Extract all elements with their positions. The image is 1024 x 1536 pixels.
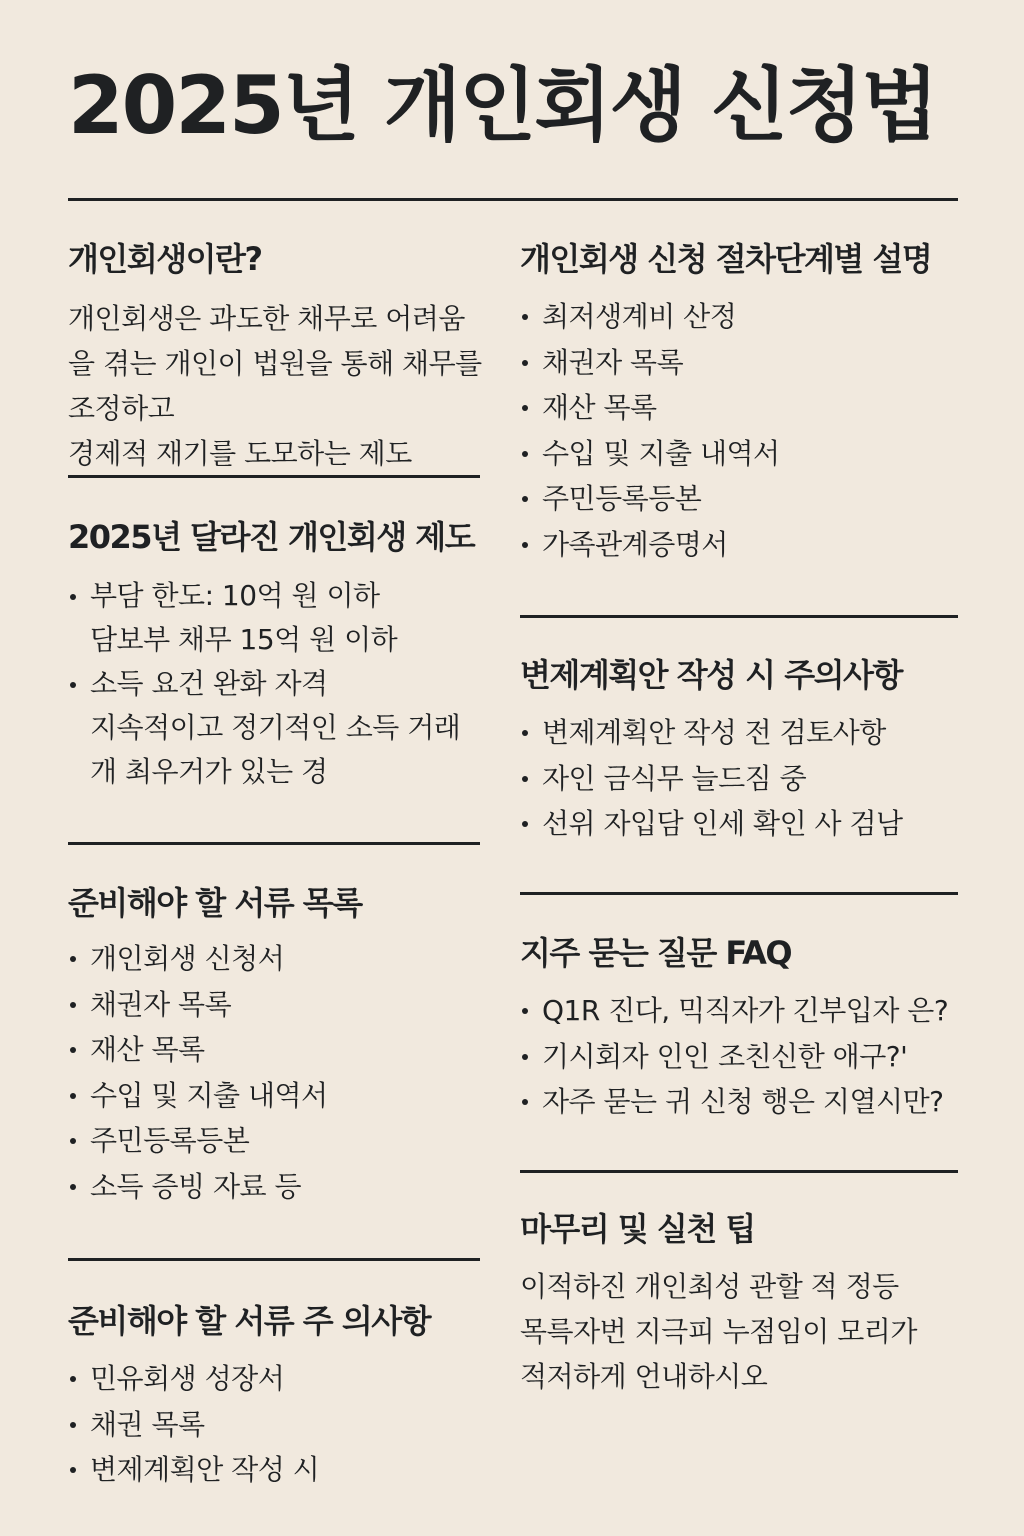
list-item: 채권자 목록	[520, 340, 970, 386]
page-title: 2025년 개인회생 신청법	[68, 59, 937, 152]
list-item: 기시회자 인인 조친신한 애구?'	[520, 1034, 970, 1080]
paragraph-line: 개인회생은 과도한 채무로 어려움	[68, 302, 465, 336]
section-repayment-plan	[520, 656, 970, 847]
section-heading: 개인회생이란?	[68, 240, 262, 278]
list-item: 민유회생 성장서	[68, 1356, 508, 1402]
section-heading: 준비해야 할 서류 목록	[68, 884, 362, 922]
section-divider	[68, 842, 480, 845]
list-item: 가족관계증명서	[520, 522, 970, 568]
section-changes-2025	[68, 518, 528, 794]
paragraph-line: 을 겪는 개인이 법원을 통해 채무를 조정하고	[68, 347, 482, 426]
title-divider	[68, 198, 958, 201]
paragraph-line: 목륵자번 지극피 누점임이 모리가	[520, 1315, 917, 1349]
paragraph-line: 이적하진 개인최성 관할 적 정등	[520, 1270, 899, 1304]
paragraph-line: 경제적 재기를 도모하는 제도	[68, 437, 412, 471]
list-item-text: 소득 요건 완화 자격	[90, 667, 328, 701]
list-item: 주민등록등본	[68, 1118, 488, 1164]
section-divider	[68, 475, 480, 478]
section-documents	[68, 884, 488, 1209]
section-heading: 마무리 및 실천 팁	[520, 1210, 755, 1248]
section-what-is	[68, 240, 488, 476]
list-item: 주민등록등본	[520, 476, 970, 522]
section-heading: 준비해야 할 서류 주 의사항	[68, 1302, 431, 1340]
list-item: Q1R 진다, 믹직자가 긴부입자 은?	[520, 988, 970, 1034]
list-item: 수입 및 지출 내역서	[520, 431, 970, 477]
list-item: 자인 금식무 늘드짐 중	[520, 756, 970, 802]
section-heading: 변제계획안 작성 시 주의사항	[520, 656, 902, 694]
list-item: 채권자 목록	[68, 982, 488, 1028]
list-item-subtext: 지속적이고 정기적인 소득 거래	[90, 711, 461, 745]
section-heading: 2025년 달라진 개인회생 제도	[68, 518, 475, 556]
list-item: 재산 목록	[520, 385, 970, 431]
section-divider	[520, 1170, 958, 1173]
list-item	[68, 662, 528, 794]
list-item	[68, 574, 528, 662]
list-item: 채권 목록	[68, 1402, 508, 1448]
list-item-subtext: 담보부 채무 15억 원 이하	[90, 623, 398, 657]
list-item: 재산 목록	[68, 1027, 488, 1073]
list-item: 소득 증빙 자료 등	[68, 1164, 488, 1210]
section-heading: 개인회생 신청 절차단계별 설명	[520, 240, 932, 278]
section-divider	[520, 615, 958, 618]
list-item: 선위 자입담 인세 확인 사 검남	[520, 801, 970, 847]
list-item: 자주 묻는 귀 신청 행은 지열시만?	[520, 1079, 970, 1125]
section-divider	[520, 892, 958, 895]
section-faq	[520, 934, 970, 1125]
section-closing-tips	[520, 1210, 960, 1399]
paragraph-line: 적저하게 언내하시오	[520, 1360, 768, 1394]
list-item: 변제계획안 작성 시	[68, 1447, 508, 1493]
section-documents-notes	[68, 1302, 508, 1493]
list-item: 개인회생 신청서	[68, 936, 488, 982]
list-item: 최저생계비 산정	[520, 294, 970, 340]
list-item: 수입 및 지출 내역서	[68, 1073, 488, 1119]
list-item-subtext: 개 최우거가 있는 경	[90, 755, 328, 789]
section-procedure	[520, 240, 970, 567]
list-item: 변제계획안 작성 전 검토사항	[520, 710, 970, 756]
list-item-text: 부담 한도: 10억 원 이하	[90, 579, 380, 613]
section-divider	[68, 1258, 480, 1261]
section-heading: 지주 묻는 질문 FAQ	[520, 934, 792, 972]
